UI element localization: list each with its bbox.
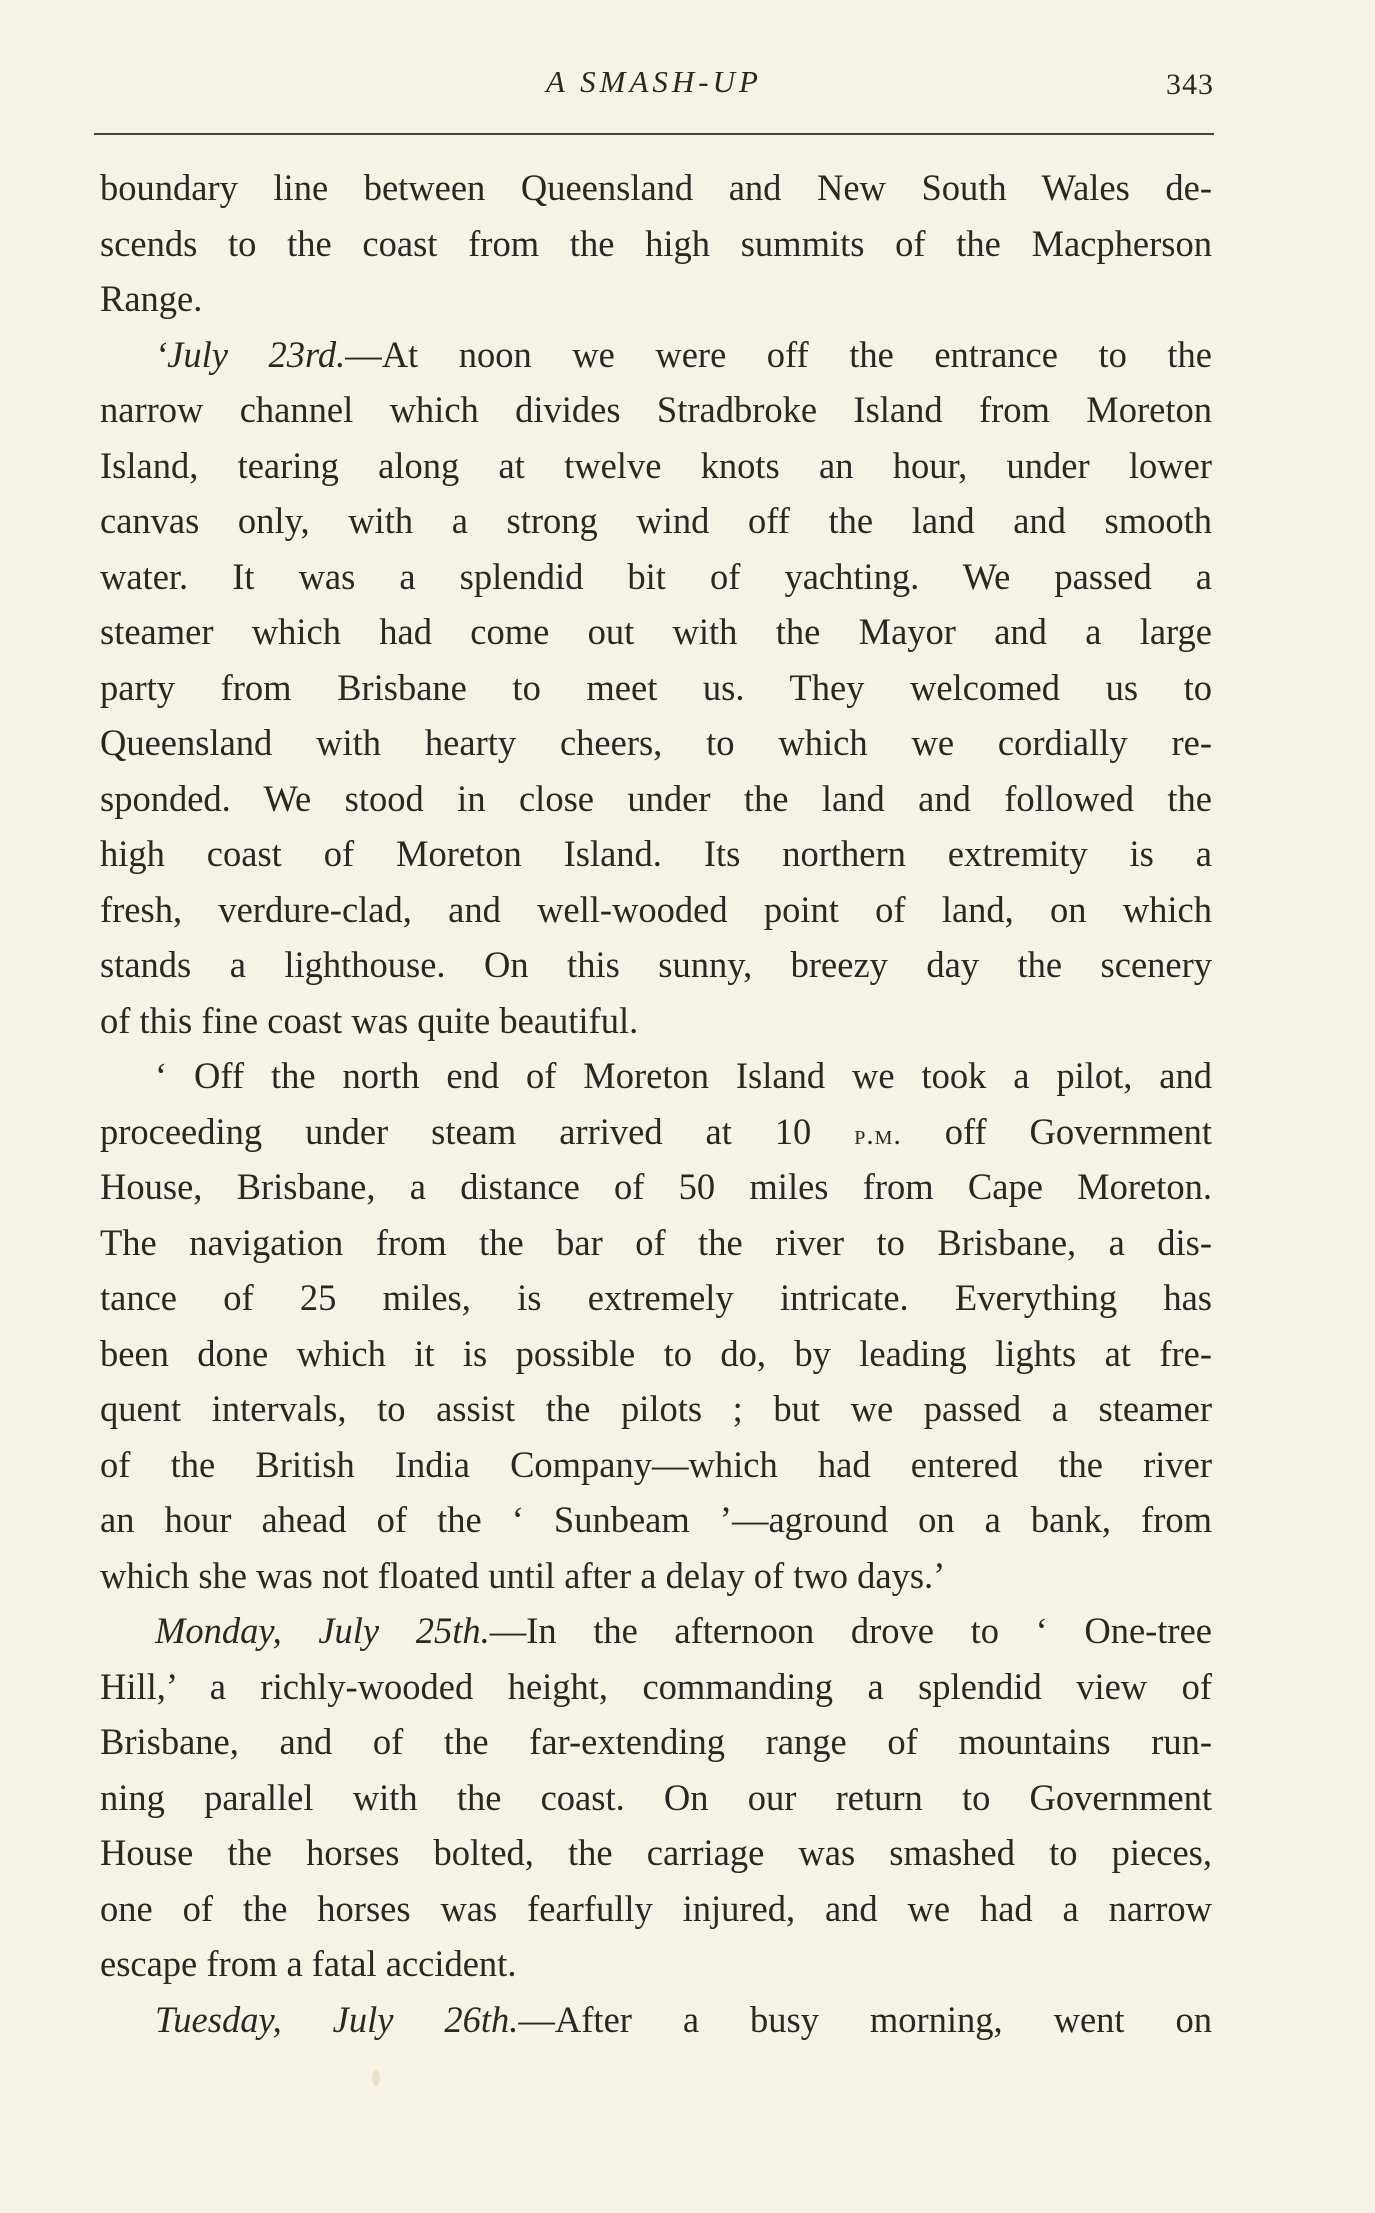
line-text: —After a busy morning, went on [518,1998,1212,2040]
text-line: steamer which had come out with the Mayor and a large [100,611,1212,652]
paper-blemish [372,2070,380,2086]
running-title: A SMASH-UP [546,64,762,99]
text-line: Hill,’ a richly-wooded height, commanding a splendid view of [100,1665,1212,1707]
text-line: Queensland with hearty cheers, to which we cordially re- [100,722,1212,763]
text-line: canvas only, with a strong wind off the land and smooth [100,500,1212,541]
text-line: House the horses bolted, the carriage was smashed to pieces, [100,1832,1212,1873]
line-text: —In the afternoon drove to ‘ One-tree [489,1610,1212,1651]
text-line: one of the horses was fearfully injured, and we had a narrow [100,1887,1212,1929]
text-line: water. It was a splendid bit of yachting. We passed a [100,555,1212,597]
text-line [100,327,1212,383]
text-line: boundary line between Queensland and New South Wales de- [100,167,1212,208]
text-line: ‘ Off the north end of Moreton Island we took a pilot, and [155,1055,1212,1096]
text-line: Brisbane, and of the far-extending range of mountains run- [100,1721,1212,1762]
text-line: party from Brisbane to meet us. They welcomed us to [100,666,1212,708]
text-line: an hour ahead of the ‘ Sunbeam ’—aground on a bank, from [100,1499,1212,1540]
text-line: Island, tearing along at twelve knots an hour, under lower [100,444,1212,486]
text-line: of this fine coast was quite beautiful. [100,999,639,1041]
entry-date: ‘July 23rd. [155,333,346,375]
time-abbrev: p.m. [854,1118,902,1151]
text-line: high coast of Moreton Island. Its northern extremity is a [100,833,1212,874]
line-text: off Government [901,1110,1212,1152]
text-line: narrow channel which divides Stradbroke Island from Moreton [100,389,1212,430]
text-line: of the British India Company—which had entered the river [100,1443,1212,1485]
text-line [100,1992,1212,2048]
text-line: which she was not floated until after a delay of two days.’ [100,1554,946,1596]
text-line: scends to the coast from the high summits of the Macpherson [100,222,1212,264]
text-line [100,1104,1212,1160]
text-line: The navigation from the bar of the river to Brisbane, a dis- [100,1221,1212,1263]
header-rule [94,133,1214,135]
text-line: stands a lighthouse. On this sunny, breezy day the scenery [100,944,1212,985]
entry-date: Tuesday, July 26th. [155,1998,519,2040]
running-head [94,62,1214,112]
text-line: escape from a fatal accident. [100,1943,517,1984]
body-text [100,160,1212,2047]
text-line: tance of 25 miles, is extremely intricate. Everything has [100,1277,1212,1318]
text-line: quent intervals, to assist the pilots ; but we passed a steamer [100,1388,1212,1429]
entry-date: Monday, July 25th. [155,1610,490,1651]
text-line: ning parallel with the coast. On our return to Government [100,1776,1212,1818]
text-line: been done which it is possible to do, by leading lights at fre- [100,1332,1212,1374]
text-line [100,1603,1212,1659]
text-line: sponded. We stood in close under the land and followed the [100,777,1212,819]
text-line: Range. [100,278,203,319]
text-line: fresh, verdure-clad, and well-wooded point of land, on which [100,888,1212,930]
line-text: —At noon we were off the entrance to the [345,333,1212,375]
line-text: proceeding under steam arrived at 10 [100,1110,855,1152]
page-number: 343 [1166,68,1214,101]
text-line: House, Brisbane, a distance of 50 miles from Cape Moreton. [100,1166,1212,1207]
